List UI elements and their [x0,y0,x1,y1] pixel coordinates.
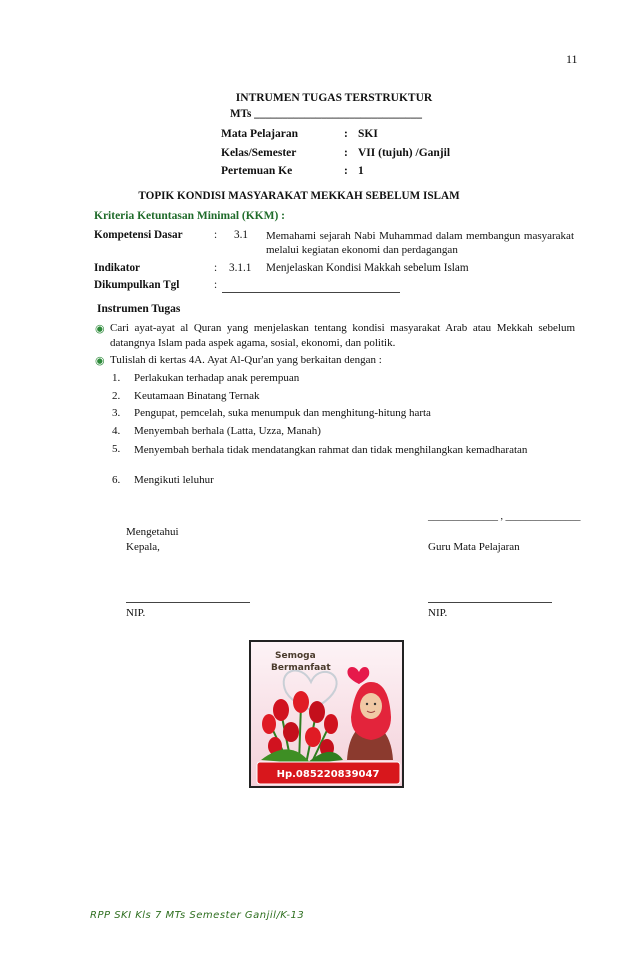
caption-top: Semoga [275,651,316,661]
meta-value: VII (tujuh) /Ganjil [358,147,451,159]
indicator-label: Indikator [94,262,141,274]
list-item-number [112,443,134,455]
list-number: 3. [112,407,121,419]
submission-date-colon: : [214,279,218,291]
meta-row-subject [221,128,378,140]
meta-colon: : [344,165,348,177]
list-number: 4. [112,425,121,437]
submission-date-line [222,292,400,293]
submission-date-label: Dikumpulkan Tgl [94,279,180,291]
kd-label: Kompetensi Dasar [94,229,183,241]
list-number: 1. [112,372,121,384]
list-text: Pengupat, pemcelah, suka menumpuk dan menghitung-hitung harta [134,407,431,419]
indicator-colon: : [214,262,218,274]
school-name-field: MTs ______________________________ [230,108,422,120]
promo-photo [249,640,404,788]
document-title: INTRUMEN TUGAS TERSTRUKTUR [235,92,433,104]
list-text: Mengikuti leluhur [134,474,214,486]
list-number: 5. [112,443,121,455]
meta-colon: : [344,128,348,140]
list-item [112,425,321,437]
list-item [112,372,299,384]
meta-label: Kelas/Semester [221,147,297,159]
meta-value: 1 [358,165,364,177]
list-text: Menyembah berhala (Latta, Uzza, Manah) [134,425,321,437]
kd-number: 3.1 [234,229,248,241]
promo-photo-art [251,642,404,788]
list-item [112,474,214,486]
meta-value: SKI [358,128,378,140]
teacher-signature-line [428,602,552,603]
meta-label: Pertemuan Ke [221,165,293,177]
indicator-text: Menjelaskan Kondisi Makkah sebelum Islam [266,262,469,274]
phone-number: Hp.085220839047 [276,769,380,780]
kd-colon: : [214,229,218,241]
indicator-number: 3.1.1 [229,262,252,274]
bullet-icon: ◉ [95,355,105,367]
meta-row-class [221,147,450,159]
meta-colon: : [344,147,348,159]
footer-text: RPP SKI Kls 7 MTs Semester Ganjil/K-13 [90,910,305,921]
page-number: 11 [566,52,578,66]
instruments-heading: Instrumen Tugas [97,303,181,315]
task-bullet: Cari ayat-ayat al Quran yang menjelaskan tentang kondisi masyarakat Arab atau Mekkah sebelum datangnya Islam pada aspek agama, sosial, ekonomi, dan politik. [110,322,575,349]
date-place-line: ______________ , _______________ [428,511,581,522]
bullet-icon: ◉ [95,323,105,335]
list-item [112,407,431,419]
list-text: Menyembah berhala tidak mendatangkan rahmat dan tidak menghilangkan kemadharatan [134,444,528,456]
principal-signature-line [126,602,250,603]
list-text: Keutamaan Binatang Ternak [134,390,260,402]
task-bullet: Tulislah di kertas 4A. Ayat Al-Qur'an yang berkaitan dengan : [110,354,382,366]
caption-bottom: Bermanfaat [271,663,331,673]
teacher-nip: NIP. [428,607,448,619]
acknowledged-label: Mengetahui [126,526,179,538]
topic-heading: TOPIK KONDISI MASYARAKAT MEKKAH SEBELUM ISLAM [138,190,460,202]
list-number: 2. [112,390,121,402]
meta-row-meeting [221,165,364,177]
principal-label: Kepala, [126,541,160,553]
kkm-label: Kriteria Ketuntasan Minimal (KKM) : [94,210,285,222]
meta-label: Mata Pelajaran [221,128,298,140]
kd-text: Memahami sejarah Nabi Muhammad dalam membangun masyarakat melalui kegiatan ekonomi dan perdagangan [266,230,574,256]
list-item [112,390,259,402]
list-number: 6. [112,474,121,486]
list-text: Perlakukan terhadap anak perempuan [134,372,300,384]
teacher-label: Guru Mata Pelajaran [428,541,520,553]
principal-nip: NIP. [126,607,146,619]
